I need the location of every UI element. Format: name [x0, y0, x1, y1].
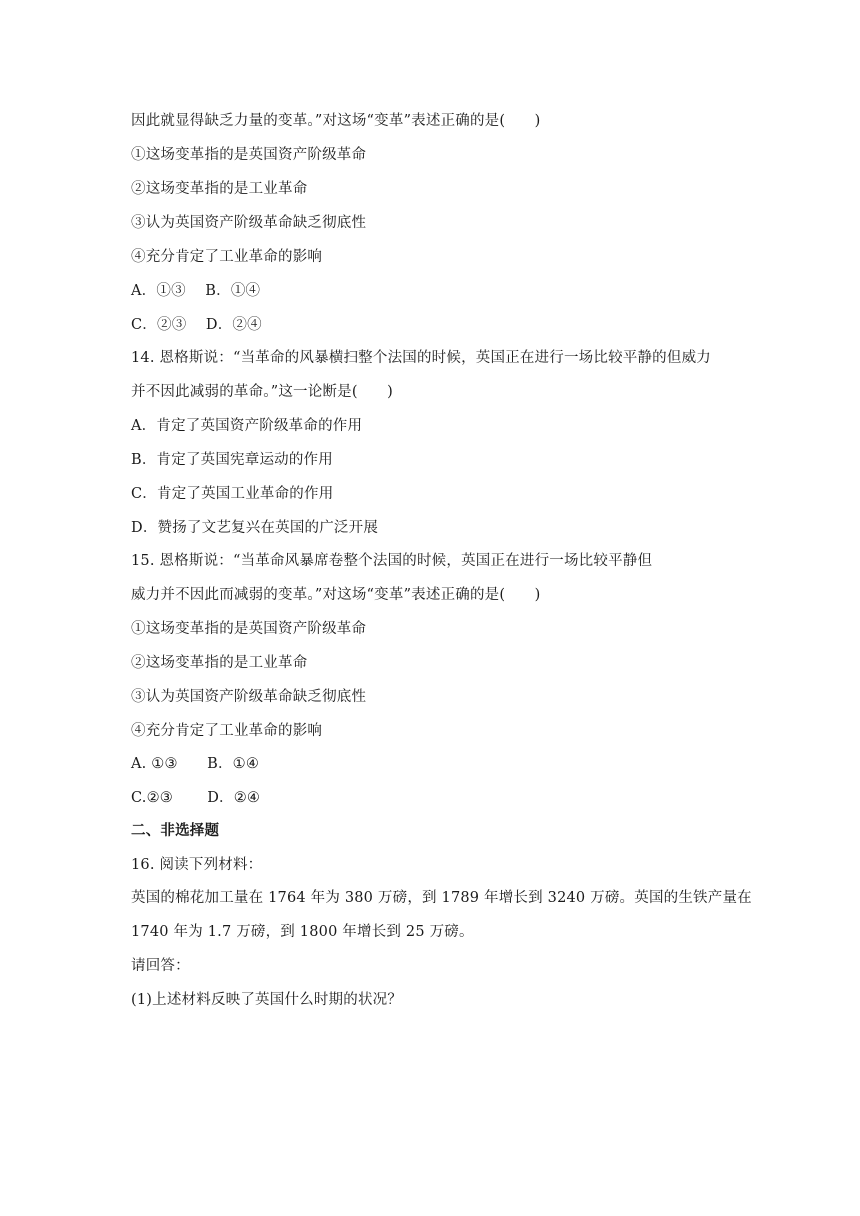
q13-item-2: ②这场变革指的是工业革命	[131, 181, 308, 197]
q16-subquestion-1: (1)上述材料反映了英国什么时期的状况？	[131, 992, 403, 1008]
q14-option-c: C．肯定了英国工业革命的作用	[131, 486, 334, 502]
q13-options-ab: A．①③ B．①④	[131, 283, 261, 299]
q15-stem-line2: 威力并不因此而减弱的变革。”对这场“变革”表述正确的是( )	[131, 587, 541, 603]
q13-item-3: ③认为英国资产阶级革命缺乏彻底性	[131, 215, 367, 231]
q15-stem-line1: 15. 恩格斯说：“当革命风暴席卷整个法国的时候，英国正在进行一场比较平静但	[131, 553, 653, 569]
q13-item-1: ①这场变革指的是英国资产阶级革命	[131, 147, 367, 163]
q13-options-cd: C．②③ D．②④	[131, 317, 262, 333]
q14-option-b: B．肯定了英国宪章运动的作用	[131, 452, 333, 468]
q14-option-a: A．肯定了英国资产阶级革命的作用	[131, 418, 363, 434]
q14-option-d: D．赞扬了文艺复兴在英国的广泛开展	[131, 520, 379, 536]
q16-material-line1: 英国的棉花加工量在 1764 年为 380 万磅，到 1789 年增长到 3240 万磅。英国的生铁产量在	[131, 890, 752, 906]
q13-item-4: ④充分肯定了工业革命的影响	[131, 249, 323, 265]
q16-intro: 16. 阅读下列材料：	[131, 857, 263, 873]
q14-stem-line1: 14. 恩格斯说：“当革命的风暴横扫整个法国的时候，英国正在进行一场比较平静的但威力	[131, 350, 711, 366]
q14-stem-line2: 并不因此减弱的革命。”这一论断是( )	[131, 384, 393, 400]
q15-options-ab: A. ①③ B．①④	[131, 756, 260, 772]
section-heading: 二、非选择题	[131, 822, 220, 839]
q16-material-line2: 1740 年为 1.7 万磅，到 1800 年增长到 25 万磅。	[131, 924, 474, 940]
q15-item-1: ①这场变革指的是英国资产阶级革命	[131, 621, 367, 637]
q15-item-2: ②这场变革指的是工业革命	[131, 655, 308, 671]
q15-item-3: ③认为英国资产阶级革命缺乏彻底性	[131, 689, 367, 705]
q13-stem-tail: 因此就显得缺乏力量的变革。”对这场“变革”表述正确的是( )	[131, 113, 541, 129]
q16-prompt: 请回答：	[131, 958, 190, 974]
q15-options-cd: C.②③ D．②④	[131, 790, 261, 806]
q15-item-4: ④充分肯定了工业革命的影响	[131, 723, 323, 739]
